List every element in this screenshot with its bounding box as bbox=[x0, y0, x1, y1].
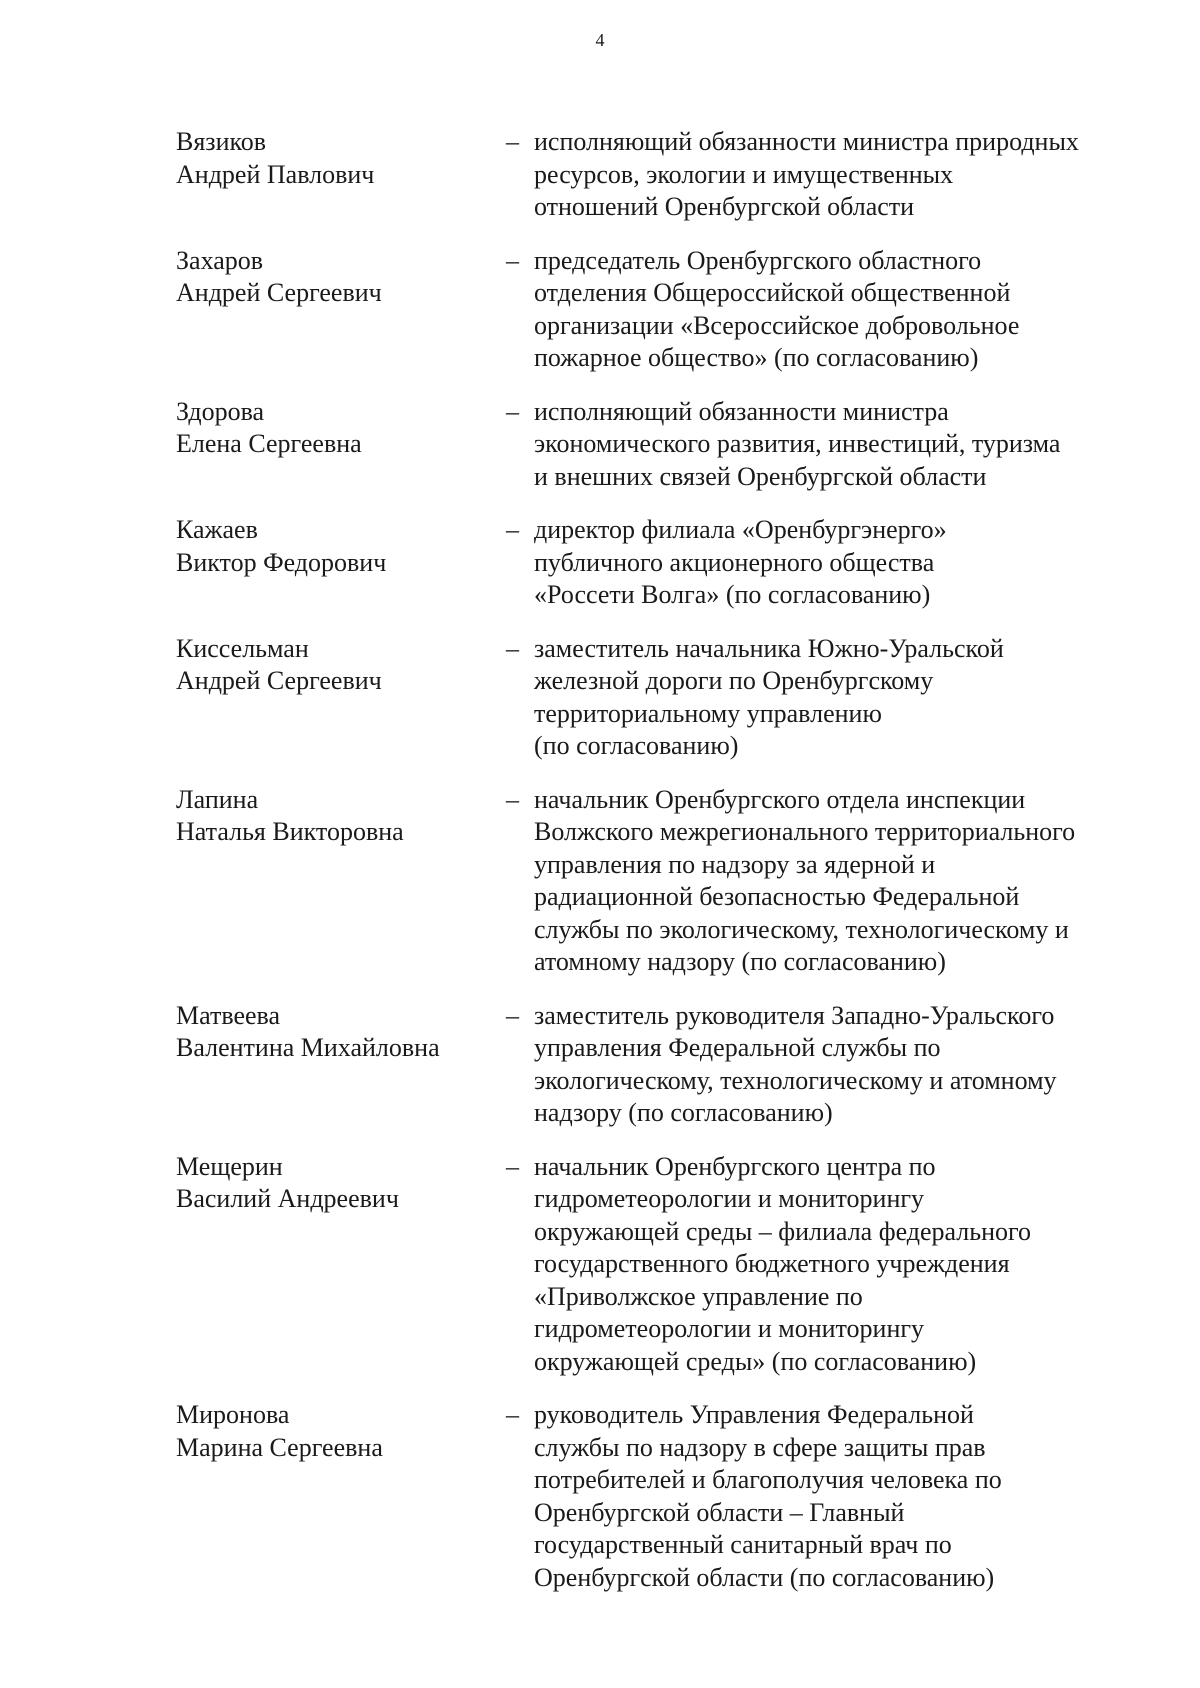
dash-separator: – bbox=[506, 396, 519, 426]
position-line: исполняющий обязанности министра природных bbox=[534, 127, 1079, 156]
member-entry bbox=[0, 1151, 1200, 1379]
dash-separator: – bbox=[506, 1151, 519, 1181]
position-line: службы по экологическому, технологическому и bbox=[534, 914, 1069, 944]
position-line: территориальному управлению bbox=[534, 698, 882, 728]
position-line: председатель Оренбургского областного bbox=[534, 245, 982, 275]
member-surname: Кажаев bbox=[176, 515, 258, 544]
dash-separator: – bbox=[506, 127, 519, 156]
position-line: (по согласованию) bbox=[534, 731, 739, 760]
position-line: исполняющий обязанности министра bbox=[534, 396, 949, 426]
member-position bbox=[534, 1399, 1144, 1594]
member-entry bbox=[0, 514, 1200, 612]
member-surname: Матвеева bbox=[176, 1000, 281, 1030]
position-line: «Россети Волга» (по согласованию) bbox=[534, 580, 931, 609]
member-surname: Захаров bbox=[176, 245, 264, 275]
member-list bbox=[0, 126, 1200, 1615]
member-entry bbox=[0, 245, 1200, 375]
dash-separator: – bbox=[506, 1400, 519, 1429]
member-position bbox=[534, 514, 1144, 612]
position-line: начальник Оренбургского центра по bbox=[534, 1151, 936, 1181]
member-name bbox=[176, 514, 496, 579]
position-line: и внешних связей Оренбургской области bbox=[534, 461, 987, 491]
member-name bbox=[176, 1399, 496, 1464]
member-surname: Вязиков bbox=[176, 127, 267, 156]
position-line: начальник Оренбургского отдела инспекции bbox=[534, 784, 1026, 814]
position-line: железной дороги по Оренбургскому bbox=[534, 666, 934, 695]
position-line: организации «Всероссийское добровольное bbox=[534, 310, 1020, 340]
position-line: экологическому, технологическому и атомному bbox=[534, 1065, 1057, 1095]
member-given-names: Виктор Федорович bbox=[176, 547, 387, 577]
position-line: окружающей среды – филиала федерального bbox=[534, 1216, 1032, 1246]
member-entry bbox=[0, 126, 1200, 224]
position-line: директор филиала «Оренбургэнерго» bbox=[534, 515, 947, 544]
member-given-names: Наталья Викторовна bbox=[176, 817, 404, 846]
member-position bbox=[534, 245, 1144, 375]
member-given-names: Андрей Сергеевич bbox=[176, 666, 382, 695]
position-line: ресурсов, экологии и имущественных bbox=[534, 159, 954, 189]
position-line: надзору (по согласованию) bbox=[534, 1098, 833, 1127]
member-surname: Миронова bbox=[176, 1400, 290, 1429]
member-name bbox=[176, 784, 496, 849]
position-line: потребителей и благополучия человека по bbox=[534, 1465, 1002, 1494]
member-surname: Киссельман bbox=[176, 633, 309, 663]
member-given-names: Елена Сергеевна bbox=[176, 429, 362, 458]
member-name bbox=[176, 396, 496, 461]
member-position bbox=[534, 1000, 1144, 1130]
member-given-names: Андрей Сергеевич bbox=[176, 278, 382, 307]
position-line: управления Федеральной службы по bbox=[534, 1033, 941, 1062]
member-position bbox=[534, 126, 1144, 224]
member-name bbox=[176, 1151, 496, 1216]
position-line: отделения Общероссийской общественной bbox=[534, 278, 1011, 307]
position-line: гидрометеорологии и мониторингу bbox=[534, 1184, 925, 1213]
member-name bbox=[176, 633, 496, 698]
dash-separator: – bbox=[506, 1000, 519, 1030]
position-line: отношений Оренбургской области bbox=[534, 192, 915, 221]
member-position bbox=[534, 396, 1144, 494]
member-given-names: Андрей Павлович bbox=[176, 159, 375, 189]
position-line: «Приволжское управление по bbox=[534, 1281, 863, 1311]
position-line: управления по надзору за ядерной и bbox=[534, 849, 936, 879]
position-line: заместитель руководителя Западно-Уральского bbox=[534, 1000, 1055, 1030]
position-line: атомному надзору (по согласованию) bbox=[534, 947, 946, 976]
member-entry bbox=[0, 784, 1200, 979]
member-entry bbox=[0, 633, 1200, 763]
member-entry bbox=[0, 1000, 1200, 1130]
position-line: Оренбургской области (по согласованию) bbox=[534, 1562, 995, 1592]
member-surname: Здорова bbox=[176, 396, 265, 426]
position-line: службы по надзору в сфере защиты прав bbox=[534, 1432, 986, 1462]
member-name bbox=[176, 1000, 496, 1065]
position-line: Оренбургской области – Главный bbox=[534, 1497, 905, 1527]
member-surname: Лапина bbox=[176, 784, 259, 814]
member-name bbox=[176, 126, 496, 191]
member-given-names: Марина Сергеевна bbox=[176, 1432, 383, 1462]
dash-separator: – bbox=[506, 784, 519, 814]
member-position bbox=[534, 1151, 1144, 1379]
position-line: заместитель начальника Южно-Уральской bbox=[534, 633, 1004, 663]
position-line: Волжского межрегионального территориального bbox=[534, 817, 1076, 846]
position-line: радиационной безопасностью Федеральной bbox=[534, 882, 1020, 911]
position-line: государственный санитарный врач по bbox=[534, 1530, 952, 1559]
dash-separator: – bbox=[506, 515, 519, 544]
member-surname: Мещерин bbox=[176, 1151, 283, 1181]
member-entry bbox=[0, 396, 1200, 494]
position-line: руководитель Управления Федеральной bbox=[534, 1400, 974, 1429]
dash-separator: – bbox=[506, 633, 519, 663]
page-number: 4 bbox=[595, 30, 605, 50]
position-line: пожарное общество» (по согласованию) bbox=[534, 343, 979, 372]
member-position bbox=[534, 784, 1144, 979]
position-line: экономического развития, инвестиций, туризма bbox=[534, 429, 1061, 458]
position-line: публичного акционерного общества bbox=[534, 547, 935, 577]
member-entry bbox=[0, 1399, 1200, 1594]
member-position bbox=[534, 633, 1144, 763]
position-line: окружающей среды» (по согласованию) bbox=[534, 1346, 977, 1376]
member-given-names: Василий Андреевич bbox=[176, 1184, 399, 1213]
member-name bbox=[176, 245, 496, 310]
position-line: гидрометеорологии и мониторингу bbox=[534, 1314, 925, 1343]
position-line: государственного бюджетного учреждения bbox=[534, 1249, 1010, 1278]
dash-separator: – bbox=[506, 245, 519, 275]
member-given-names: Валентина Михайловна bbox=[176, 1033, 440, 1062]
